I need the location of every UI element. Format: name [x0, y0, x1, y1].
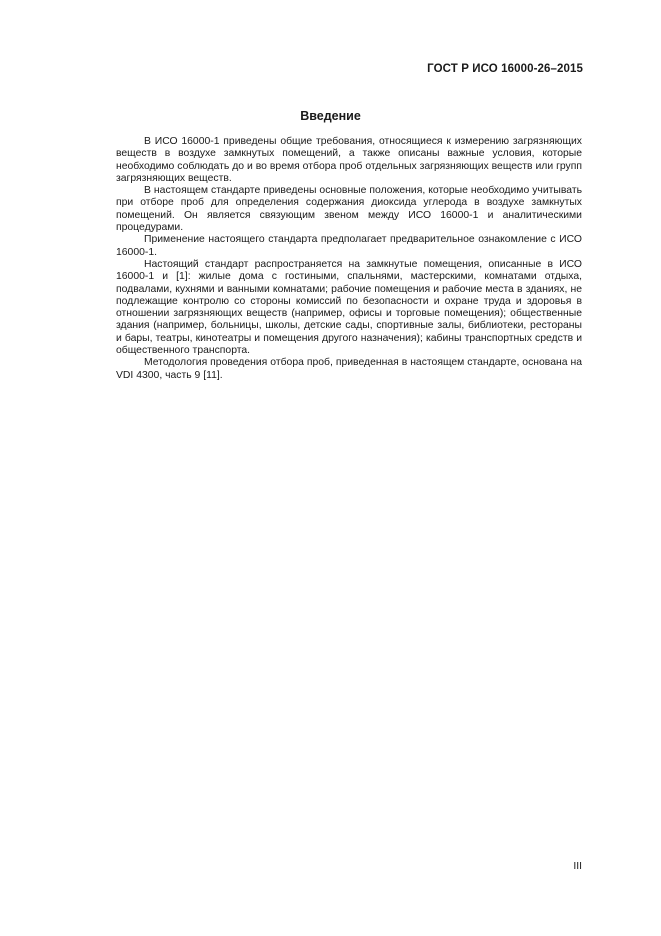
paragraph: Методология проведения отбора проб, приведенная в настоящем стандарте, основана на VDI 4300, часть 9 [11]. — [116, 357, 582, 381]
paragraph: В ИСО 16000-1 приведены общие требования, относящиеся к измерению загрязняющих веществ в воздухе замкнутых помещений, а также описаны важные условия, которые необходимо соблюдать до и во время отбора проб отдельных загрязняющих веществ или групп загрязняющих веществ. — [116, 136, 582, 184]
document-code: ГОСТ Р ИСО 16000-26–2015 — [427, 63, 583, 75]
body-text — [116, 136, 582, 382]
paragraph: Применение настоящего стандарта предполагает предварительное ознакомление с ИСО 16000-1. — [116, 234, 582, 258]
paragraph: В настоящем стандарте приведены основные положения, которые необходимо учитывать при отборе проб для определения содержания диоксида углерода в воздухе замкнутых помещений. Он является связующим звеном между ИСО 16000-1 и аналитическими процедурами. — [116, 185, 582, 234]
page-number: III — [573, 861, 582, 872]
section-title: Введение — [300, 109, 361, 123]
paragraph: Настоящий стандарт распространяется на замкнутые помещения, описанные в ИСО 16000-1 и [1]: жилые дома с гостиными, спальнями, мастерскими, комнатами отдыха, подвалами, кухнями и ванными комнатами; рабочие помещения и рабочие места в зданиях, не подлежащие контролю со стороны комиссий по безопасности и охране труда и здоровья в отношении загрязняющих веществ (например, офисы и торговые помещения); общественные здания (например, больницы, школы, детские сады, спортивные залы, библиотеки, рестораны и бары, театры, кинотеатры и помещения другого назначения); кабины транспортных средств и общественного транспорта. — [116, 258, 582, 357]
